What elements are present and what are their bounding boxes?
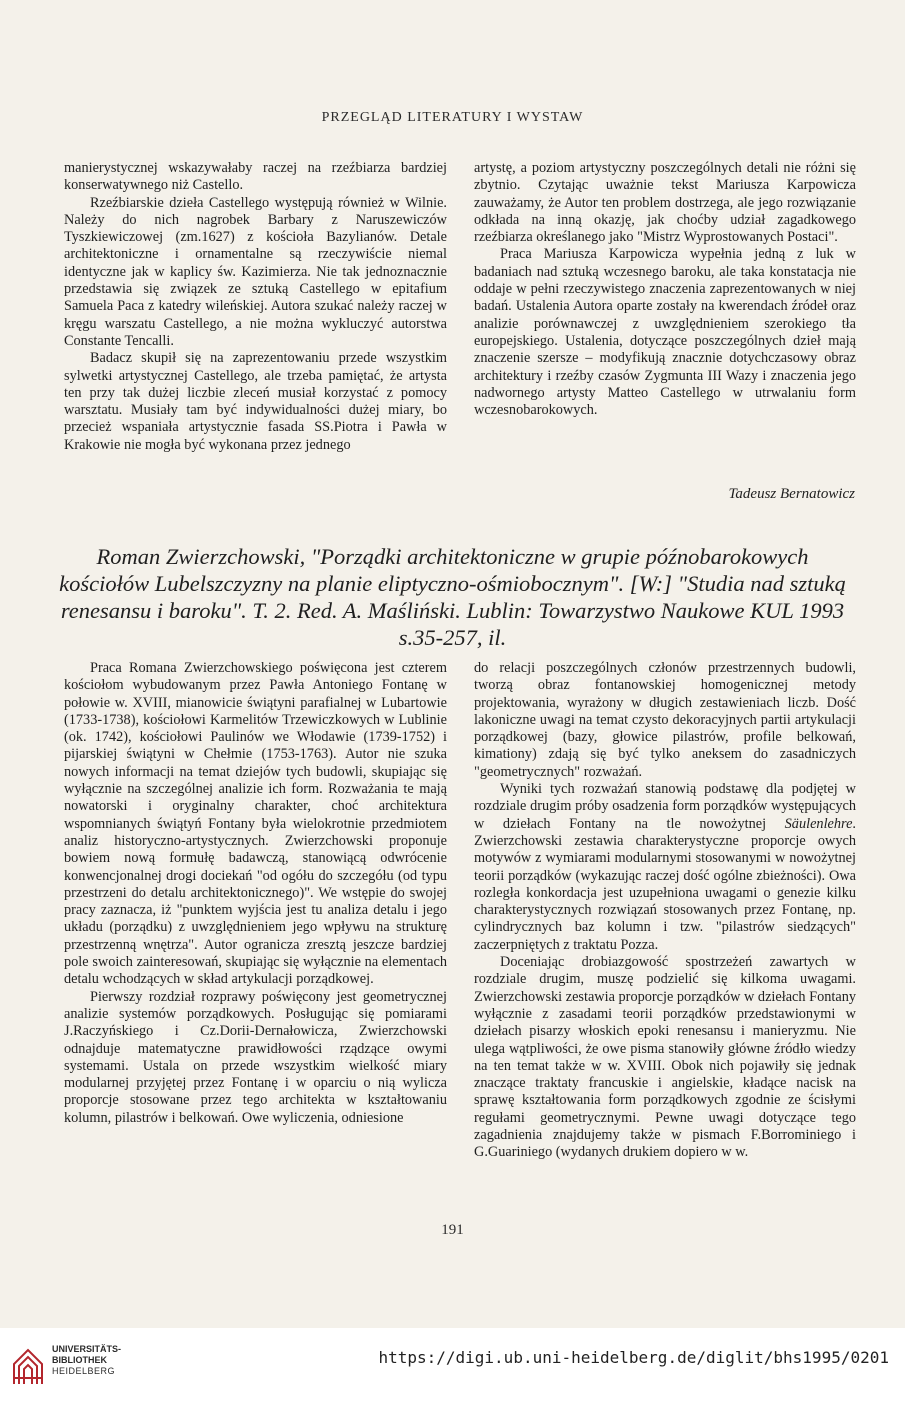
- paragraph: do relacji poszczególnych członów przestrzennych budowli, tworzą obraz fontanowskiej homogenicznej metody projektowania, wyrażony w długich zestawieniach liczb. Dość lakoniczne uwagi na temat czysto dekoracyjnych partii artykulacji porządkowej (bazy, głowice pilastrów, profile belkowań, kimationy) zdają się być tylko aneksem do zasadniczych "geometrycznych" rozważań.: [474, 660, 856, 780]
- review1-left-column: [64, 160, 447, 454]
- paragraph: manierystycznej wskazywałaby raczej na rzeźbiarza bardziej konserwatywnego niż Castello.: [64, 160, 447, 194]
- review-signature: Tadeusz Bernatowicz: [728, 486, 855, 502]
- paragraph: Praca Mariusza Karpowicza wypełnia jedną z luk w badaniach nad sztuką wczesnego baroku, ale taka konstatacja nie oddaje w pełni rzeczywistego znaczenia zaprezentowanych w niej badań. Ustalenia Autora oparte zostały na kwerendach źródeł oraz analizie porównawczej z uwzględnieniem szerokiego tła europejskiego. Ustalenia, dotyczące poszczególnych dzieł mają znaczenie szersze – modyfikują znacznie dotychczasowy obraz architektury i rzeźby czasów Zygmunta III Wazy i znaczenia jego nadwornego artysty Matteo Castellego w utrwalaniu form wczesnobarokowych.: [474, 246, 856, 419]
- paragraph: Badacz skupił się na zaprezentowaniu przede wszystkim sylwetki artystycznej Castellego, ale trzeba pamiętać, że artysta ten przy tak dużej liczbie zleceń musiał korzystać z pomocy warsztatu. Musiały tam być indywidualności dużej miary, bo przecież wspaniała artystycznie fasada SS.Piotra i Pawła w Krakowie nie mogła być wykonana przez jednego: [64, 350, 447, 453]
- library-name: [52, 1344, 121, 1377]
- review-citation-heading: Roman Zwierzchowski, "Porządki architektoniczne w grupie późnobarokowych kościołów Lubelszczyzny na planie eliptyczno-ośmiobocznym". [W:] "Studia nad sztuką renesansu i baroku". T. 2. Red. A. Maśliński. Lublin: Towarzystwo Naukowe KUL 1993 s.35-257, il.: [59, 544, 846, 650]
- library-name-line: BIBLIOTHEK: [52, 1355, 107, 1365]
- text-run: . Zwierzchowski zestawia charakterystyczne proporcje owych motywów z wymiarami modularnymi stosowanymi w nowożytnej teorii porządków (wykazując raczej dość ogólne zbieżności). Owa rozległa konkordacja jest uzupełniona uwagami o genezie kilku charakterystycznych rozwiązań stosowanych przez Fontanę, np. cylindrycznych baz kolumn i tzw. "pilastrów siedzących" zaczerpniętych z traktatu Pozza.: [474, 815, 856, 953]
- library-city: HEIDELBERG: [52, 1366, 116, 1376]
- italic-term: Säulenlehre: [784, 815, 853, 832]
- permalink-url[interactable]: https://digi.ub.uni-heidelberg.de/diglit/bhs1995/0201: [378, 1348, 889, 1367]
- review2-left-column: [64, 660, 447, 1127]
- paragraph: Rzeźbiarskie dzieła Castellego występują również w Wilnie. Należy do nich nagrobek Barbary z Naruszewiczów Tyszkiewiczowej (zm.1627) z kościoła Bazylianów. Detale architektoniczne i ornamentalne są rzeczywiście niemal identyczne jak w kaplicy św. Kazimierza. Nie tak jednoznacznie przedstawia się związek ze sztuką Castellego w epitafium Samuela Paca z katedry wileńskiej. Autora szukać należy raczej w kręgu warszatu Castellego, a nie można wykluczyć autorstwa Constante Tencalli.: [64, 194, 447, 349]
- review2-right-column: [474, 660, 856, 1162]
- text-run: Wyniki tych rozważań stanowią podstawę dla podjętej w rozdziale drugim próby osadzenia form porządków występujących w dziełach Fontany na tle nowożytnej: [474, 781, 856, 832]
- paragraph: Doceniając drobiazgowość spostrzeżeń zawartych w rozdziale drugim, muszę podzielić się kilkoma uwagami. Zwierzchowski zestawia proporcje porządków w dziełach Fontany wyłącznie z zasadami teorii porządków przedstawionymi w dziełach pisarzy włoskich epoki renesansu i manieryzmu. Nie ulega wątpliwości, że owe pisma stanowiły główne źródło wiedzy na ten temat także w w. XVIII. Obok nich pojawiły się jednak znaczące traktaty francuskie i angielskie, kładące nacisk na sprawę kształtowania form porządkowych zgodnie ze ścisłymi regułami geometrycznymi. Pewne uwagi dotyczące tego zagadnienia znajdujemy także w pismach F.Borrominiego i G.Guariniego (wydanych drukiem dopiero w w.: [474, 954, 856, 1161]
- page-number: 191: [441, 1222, 464, 1238]
- review1-right-column: [474, 160, 856, 419]
- paragraph: Pierwszy rozdział rozprawy poświęcony jest geometrycznej analizie systemów porządkowych. Posługując się pomiarami J.Raczyńskiego i Cz.Dorii-Dernałowicza, Zwierzchowski odnajduje matematyczne prawidłowości rządzące owymi systemami. Ustala on przede wszystkim wielkość miary modularnej przyjętej przez Fontanę i w oparciu o nią wylicza proporcje stosowane przez tego architekta w kształtowaniu kolumn, pilastrów i belkowań. Owe wyliczenia, odniesione: [64, 988, 447, 1126]
- paragraph: Praca Romana Zwierzchowskiego poświęcona jest czterem kościołom wybudowanym przez Pawła Antoniego Fontanę w połowie w. XVIII, mianowicie świątyni parafialnej w Lubartowie (1733-1738), kościołowi Karmelitów Trzewiczkowych w Lublinie (ok. 1742), kościołowi Paulinów we Włodawie (1739-1752) i pijarskiej świątyni w Chełmie (1753-1763). Autor nie szuka nowych informacji na temat dziejów tych budowli, skupiając się wyłącznie na szczególnej analizie ich form. Rozważania te mają nowatorski i oryginalny charakter, choć architektura wspomnianych świątyń Fontany była wielokrotnie przedmiotem analiz historyczno-artystycznych. Zwierzchowski proponuje bowiem nową formułę badawczą, stanowiącą odwrócenie konwencjonalnej drogi dociekań "od ogółu do szczegółu (od typu przestrzeni do detalu architektonicznego)". We wstępie do swojej pracy zaznacza, iż "punktem wyjścia jest tu analiza detalu i jego układu (porządku) z uwzględnieniem jego wpływu na strukturę przestrzenną wnętrza". Autor ogranicza zresztą jeszcze bardziej pole swoich zainteresowań, skupiając się wyłącznie na elementach detalu wchodzących w skład artykulacji porządkowej.: [64, 660, 447, 988]
- university-library-logo-icon: [12, 1342, 44, 1386]
- library-name-line: UNIVERSITÄTS-: [52, 1344, 122, 1354]
- paragraph: [474, 781, 856, 954]
- viewer-footer: [0, 1328, 905, 1404]
- running-head: PRZEGLĄD LITERATURY I WYSTAW: [321, 110, 584, 125]
- paragraph: artystę, a poziom artystyczny poszczególnych detali nie różni się zbytnio. Czytając uważnie tekst Mariusza Karpowicza zauważamy, że Autor ten problem dostrzega, ale jego rozwiązanie odkłada na inną okazję, jak choćby udział zagadkowego rzeźbiarza określanego jako "Mistrz Wyprostowanych Postaci".: [474, 160, 856, 246]
